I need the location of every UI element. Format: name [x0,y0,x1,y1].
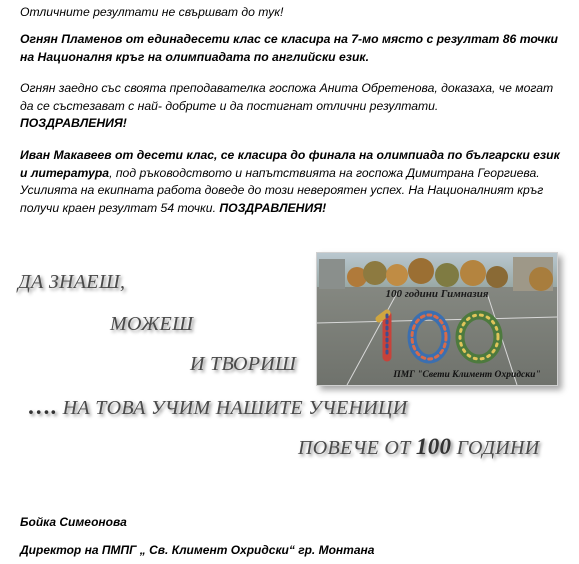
signature-title: Директор на ПМПГ „ Св. Климент Охридски“ гр. Монтана [20,543,375,557]
signature-name: Бойка Симеонова [20,515,127,529]
slogan-number: 100 [415,434,452,459]
slogan-line-4-text: НА ТОВА УЧИМ НАШИТЕ УЧЕНИЦИ [57,397,408,419]
congrats-1: ПОЗДРАВЛЕНИЯ! [20,116,127,130]
paragraph-ognyan-teacher [20,80,560,133]
congrats-2: ПОЗДРАВЛЕНИЯ! [219,200,327,215]
intro-text: Отличните резултати не свършват до тук! [20,5,284,19]
slogan-line-4 [28,394,408,420]
slogan-line-2: МОЖЕШ [110,313,194,335]
slogan-line-5-post: ГОДИНИ [451,437,540,459]
photo-caption-top: 100 години Гимназия [385,288,489,300]
slogan-line-5 [298,434,540,460]
slogan-dots: …. [28,394,58,419]
slogan-line-1: ДА ЗНАЕШ, [18,271,126,293]
paragraph-ivan-bold: Иван Макавеев от десети клас, се класира до финала на олимпиада по български език и литература [20,148,560,180]
school-photo-image [317,253,557,385]
slogan-line-5-pre: ПОВЕЧЕ ОТ [298,437,416,459]
photo-caption-bottom: ПМГ "Свети Климент Охридски" [393,370,541,380]
slogan-line-3: И ТВОРИШ [190,353,297,375]
paragraph-ivan-text: , под ръководството и напътствията на госпожа Димитрана Георгиева. Усилията на екипната работа доведе до този невероятен успех. На Националният кръг получи краен резултат 54 точки. [20,165,544,215]
paragraph-ognyan-result: Огнян Пламенов от единадесети клас се класира на 7-мо място с резултат 86 точки на Националня кръг на олимпиадата по английски език. [20,32,558,64]
school-photo [316,252,558,386]
paragraph-ognyan-teacher-text: Огнян заедно със своята преподавателка госпожа Анита Обретенова, доказаха, че могат да се състезават с най- добрите и да постигнат отлични резултати. [20,81,554,113]
paragraph-ivan [20,147,560,217]
